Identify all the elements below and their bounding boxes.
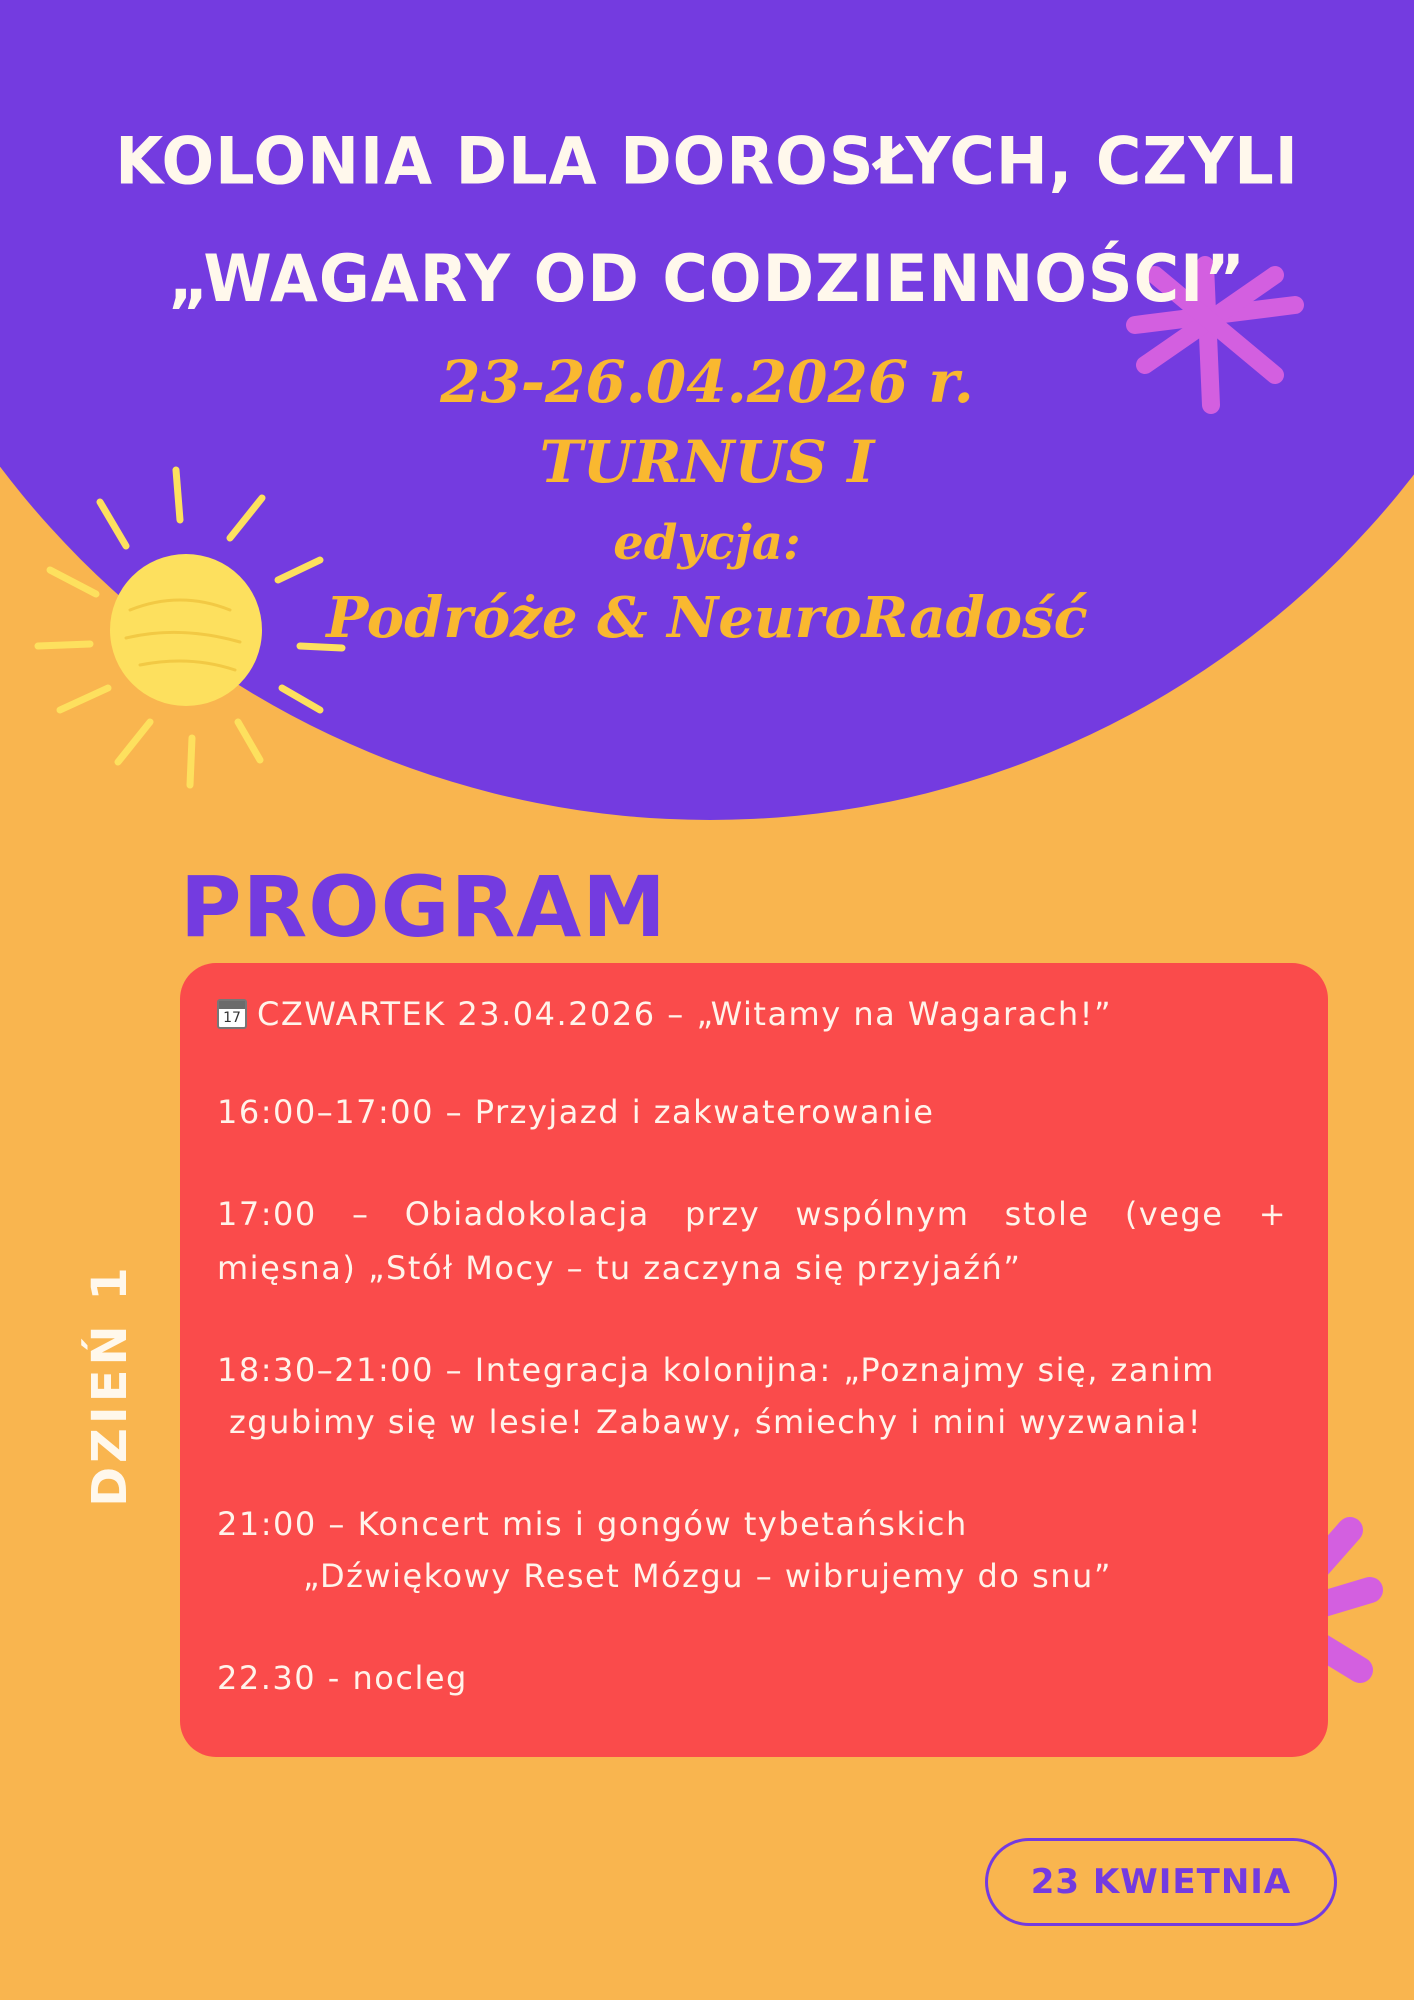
edition-name: Podróże & NeuroRadość: [326, 585, 1088, 651]
title-line-2: „WAGARY OD CODZIENNOŚCI”: [168, 239, 1246, 317]
list-item: 18:30–21:00 – Integracja kolonijna: „Poznajmy się, zanim: [217, 1351, 1215, 1389]
day-title: [217, 995, 1112, 1033]
program-heading: PROGRAM: [180, 858, 667, 956]
list-item: 21:00 – Koncert mis i gongów tybetańskich: [217, 1505, 968, 1543]
day-label-text: DZIEŃ 1: [82, 1263, 139, 1507]
event-info: [0, 340, 1414, 658]
page-title: [0, 102, 1414, 337]
list-item: 16:00–17:00 – Przyjazd i zakwaterowanie: [217, 1093, 935, 1131]
list-item: 17:00 – Obiadokolacja przy wspólnym stole (vege +: [217, 1195, 1287, 1233]
day-title-text: CZWARTEK 23.04.2026 – „Witamy na Wagarach!”: [257, 995, 1113, 1033]
edition-label: edycja:: [613, 515, 801, 571]
calendar-icon: [217, 999, 247, 1029]
calendar-icon-day: 17: [223, 1010, 241, 1026]
day-label: [60, 1263, 160, 1507]
list-item: zgubimy się w lesie! Zabawy, śmiechy i mini wyzwania!: [229, 1403, 1203, 1441]
turnus-label: TURNUS I: [539, 428, 875, 496]
list-item: 22.30 - nocleg: [217, 1659, 468, 1697]
event-dates: 23-26.04.2026 r.: [440, 348, 974, 416]
date-button[interactable]: 23 KWIETNIA: [985, 1838, 1337, 1926]
list-item: „Dźwiękowy Reset Mózgu – wibrujemy do snu”: [303, 1557, 1112, 1595]
list-item: mięsna) „Stół Mocy – tu zaczyna się przyjaźń”: [217, 1249, 1022, 1287]
title-line-1: KOLONIA DLA DOROSŁYCH, CZYLI: [115, 122, 1299, 199]
